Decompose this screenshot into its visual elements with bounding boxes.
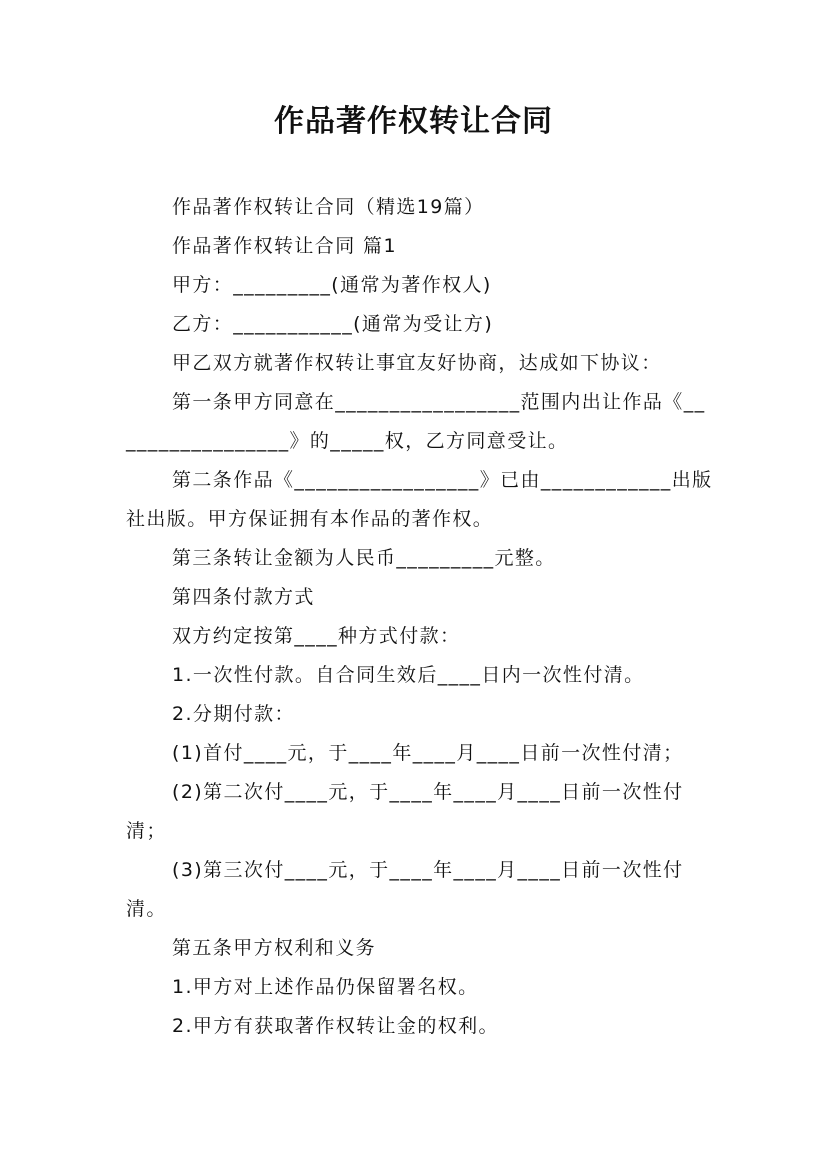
paragraph-agreement-intro: 甲乙双方就著作权转让事宜友好协商，达成如下协议：	[172, 352, 662, 374]
paragraph-installment-1: (1)首付____元，于____年____月____日前一次性付清；	[172, 742, 684, 764]
paragraph-installment-2: (2)第二次付____元，于____年____月____日前一次性付清；	[126, 781, 684, 842]
paragraph-article-5-item-1: 1.甲方对上述作品仍保留署名权。	[172, 976, 479, 998]
paragraph-section-heading: 作品著作权转让合同 篇1	[172, 235, 397, 257]
paragraph-payment-lump-sum: 1.一次性付款。自合同生效后____日内一次性付清。	[172, 664, 645, 686]
paragraph-article-1: 第一条甲方同意在_________________范围内出让作品《_________________》的_____权，乙方同意受让。	[126, 391, 706, 452]
paragraph-article-4-heading: 第四条付款方式	[172, 586, 315, 608]
paragraph-party-a: 甲方：_________(通常为著作权人)	[172, 274, 492, 296]
paragraph-article-5-item-2: 2.甲方有获取著作权转让金的权利。	[172, 1015, 499, 1037]
paragraph-article-5-heading: 第五条甲方权利和义务	[172, 937, 377, 959]
paragraph-installment-3: (3)第三次付____元，于____年____月____日前一次性付清。	[126, 859, 684, 920]
paragraph-article-3: 第三条转让金额为人民币_________元整。	[172, 547, 556, 569]
paragraph-party-b: 乙方：___________(通常为受让方)	[172, 313, 494, 335]
paragraph-payment-installments: 2.分期付款：	[172, 703, 295, 725]
document-title: 作品著作权转让合同	[274, 104, 553, 139]
paragraph-subtitle: 作品著作权转让合同（精选19篇）	[172, 196, 485, 218]
paragraph-article-2: 第二条作品《_________________》已由____________出版社出版。甲方保证拥有本作品的著作权。	[126, 469, 713, 530]
document-body	[126, 188, 716, 1046]
paragraph-payment-method: 双方约定按第____种方式付款：	[172, 625, 461, 647]
